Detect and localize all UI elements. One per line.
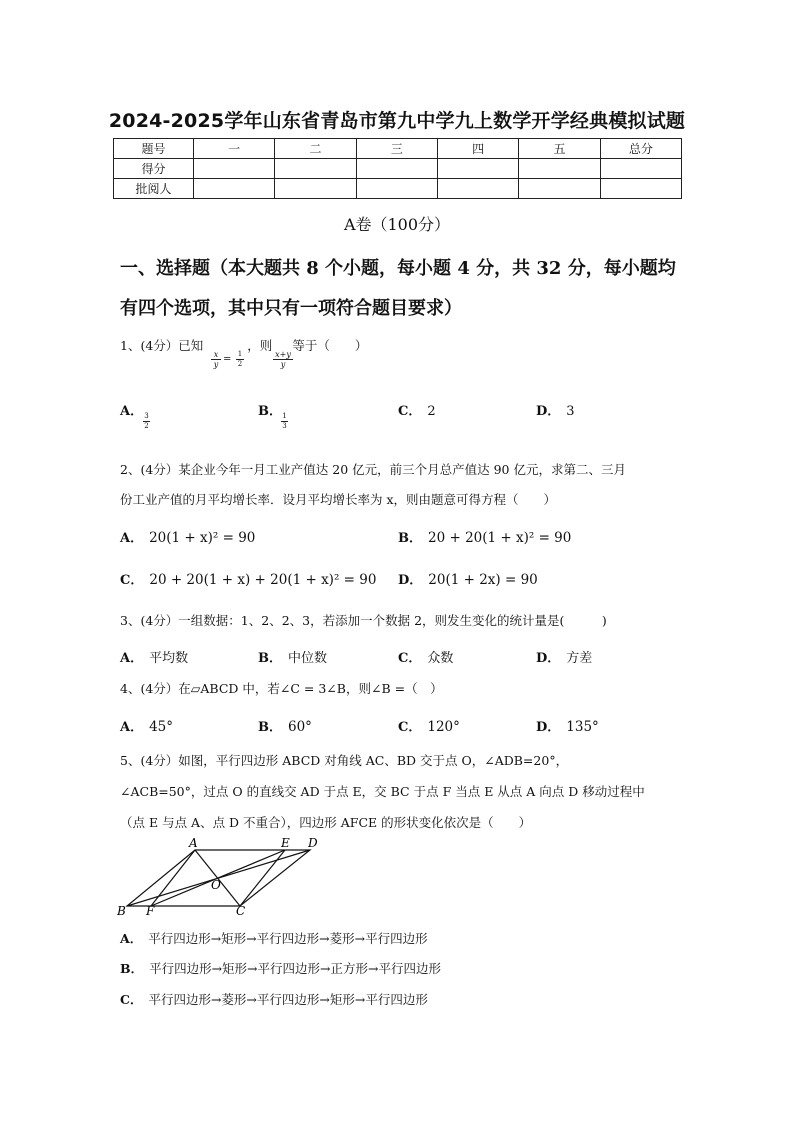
table-cell: 题号 xyxy=(114,139,194,159)
label-c: C xyxy=(236,904,246,918)
option-text: 3 xyxy=(566,404,575,419)
option-label: C． xyxy=(120,992,143,1007)
q1-option-c[interactable] xyxy=(398,400,436,419)
q2-option-a[interactable] xyxy=(120,527,255,546)
option-label: B． xyxy=(258,404,282,419)
score-table-header-row xyxy=(114,139,682,159)
q1-middle: ，则 xyxy=(247,338,273,353)
table-cell: 批阅人 xyxy=(114,179,194,199)
option-label: B． xyxy=(398,531,422,546)
score-input-cell[interactable] xyxy=(275,159,356,179)
segment-ce xyxy=(240,850,285,906)
option-label: C． xyxy=(398,720,422,735)
option-label: A． xyxy=(120,651,144,666)
q2-option-c[interactable] xyxy=(120,569,376,588)
option-label: B． xyxy=(258,651,282,666)
table-cell: 一 xyxy=(194,139,275,159)
score-input-cell[interactable] xyxy=(437,159,518,179)
option-text: 中位数 xyxy=(288,651,328,666)
question-2-line2: 份工业产值的月平均增长率．设月平均增长率为 x，则由题意可得方程（ ） xyxy=(120,492,557,507)
option-label: D． xyxy=(536,404,561,419)
score-input-cell[interactable] xyxy=(519,159,600,179)
fraction-numerator: 1 xyxy=(282,412,287,420)
score-input-cell[interactable] xyxy=(356,159,437,179)
q5-option-b[interactable] xyxy=(120,959,441,977)
table-cell: 总分 xyxy=(600,139,681,159)
option-label: C． xyxy=(120,573,144,588)
option-text: 平行四边形→矩形→平行四边形→菱形→平行四边形 xyxy=(148,931,428,946)
option-label: B． xyxy=(258,720,282,735)
part1-heading-line1: 一、选择题（本大题共 8 个小题，每小题 4 分，共 32 分，每小题均 xyxy=(120,258,676,279)
q1-option-b-fraction xyxy=(281,412,288,431)
score-table-row xyxy=(114,159,682,179)
score-input-cell[interactable] xyxy=(600,159,681,179)
table-cell: 二 xyxy=(275,139,356,159)
q1-prefix: 1、(4分）已知 xyxy=(120,338,204,353)
q1-option-d[interactable] xyxy=(536,400,575,419)
q1-option-a-fraction xyxy=(143,412,150,431)
fraction-denominator: y xyxy=(211,359,221,369)
label-d: D xyxy=(308,836,318,850)
q3-option-c[interactable] xyxy=(398,647,453,666)
grader-input-cell[interactable] xyxy=(356,179,437,199)
question-3: 3、(4分）一组数据：1、2、2、3，若添加一个数据 2，则发生变化的统计量是( ) xyxy=(120,613,607,628)
question-5-line2: ∠ACB=50°，过点 O 的直线交 AD 于点 E，交 BC 于点 F 当点 E 从点 A 向点 D 移动过程中 xyxy=(120,784,645,799)
q4-option-c[interactable] xyxy=(398,716,460,735)
fraction-numerator: x+y xyxy=(275,350,291,359)
q4-option-a[interactable] xyxy=(120,716,173,735)
parallelogram-figure xyxy=(115,836,325,920)
question-5-line1: 5、(4分）如图，平行四边形 ABCD 对角线 AC、BD 交于点 O，∠ADB=20°， xyxy=(120,753,569,768)
option-text: 20 + 20(1 + x) + 20(1 + x)² = 90 xyxy=(149,572,377,588)
q4-option-d[interactable] xyxy=(536,716,599,735)
fraction-denominator: y xyxy=(273,359,293,369)
option-text: 135° xyxy=(566,719,599,735)
option-text: 60° xyxy=(288,719,312,735)
score-table-row xyxy=(114,179,682,199)
option-text: 平均数 xyxy=(149,651,189,666)
part1-heading-line2: 有四个选项，其中只有一项符合题目要求） xyxy=(120,298,462,319)
question-4: 4、(4分）在▱ABCD 中，若∠C = 3∠B，则∠B =（ ） xyxy=(120,681,443,696)
q1-equals-sign: = xyxy=(223,354,232,365)
option-label: D． xyxy=(398,573,423,588)
grader-input-cell[interactable] xyxy=(519,179,600,199)
option-text: 2 xyxy=(427,404,436,419)
q4-option-b[interactable] xyxy=(258,716,312,735)
option-text: 平行四边形→菱形→平行四边形→矩形→平行四边形 xyxy=(148,992,428,1007)
option-text: 20 + 20(1 + x)² = 90 xyxy=(428,530,572,546)
score-table xyxy=(113,138,682,199)
label-e: E xyxy=(281,836,290,850)
grader-input-cell[interactable] xyxy=(194,179,275,199)
q2-option-d[interactable] xyxy=(398,569,538,588)
q1-given-fraction-right xyxy=(236,350,244,369)
option-text: 20(1 + 2x) = 90 xyxy=(428,572,538,588)
table-cell: 四 xyxy=(437,139,518,159)
q1-target-fraction xyxy=(273,350,293,369)
question-5-line3: （点 E 与点 A、点 D 不重合），四边形 AFCE 的形状变化依次是（ ） xyxy=(120,815,532,830)
option-label: A． xyxy=(120,931,143,946)
label-a: A xyxy=(189,836,198,850)
score-input-cell[interactable] xyxy=(194,159,275,179)
option-label: C． xyxy=(398,651,422,666)
q2-option-b[interactable] xyxy=(398,527,571,546)
segment-af xyxy=(151,850,195,906)
q3-option-b[interactable] xyxy=(258,647,327,666)
section-a-heading: A卷（100分） xyxy=(343,215,451,234)
option-text: 方差 xyxy=(566,651,593,666)
grader-input-cell[interactable] xyxy=(437,179,518,199)
fraction-numerator: 3 xyxy=(144,412,149,420)
option-text: 20(1 + x)² = 90 xyxy=(149,530,256,546)
option-label: B． xyxy=(120,961,144,976)
option-label: D． xyxy=(536,651,561,666)
grader-input-cell[interactable] xyxy=(275,179,356,199)
option-label: C． xyxy=(398,404,422,419)
option-label: A． xyxy=(120,720,144,735)
q3-option-a[interactable] xyxy=(120,647,188,666)
label-o: O xyxy=(211,878,221,892)
fraction-denominator: 2 xyxy=(237,360,243,368)
option-text: 45° xyxy=(149,719,174,735)
q5-option-a[interactable] xyxy=(120,929,428,947)
option-text: 120° xyxy=(427,719,460,735)
q1-suffix: 等于（ ） xyxy=(292,338,368,353)
fraction-numerator: x xyxy=(213,350,219,359)
table-cell: 得分 xyxy=(114,159,194,179)
option-label: D． xyxy=(536,720,561,735)
label-f: F xyxy=(146,904,155,918)
label-b: B xyxy=(117,904,126,918)
fraction-denominator: 3 xyxy=(282,422,287,430)
table-cell: 三 xyxy=(356,139,437,159)
option-text: 平行四边形→矩形→平行四边形→正方形→平行四边形 xyxy=(149,961,441,976)
option-label: A． xyxy=(120,531,144,546)
fraction-denominator: 2 xyxy=(144,422,149,430)
table-cell: 五 xyxy=(519,139,600,159)
q5-option-c[interactable] xyxy=(120,990,428,1008)
q3-option-d[interactable] xyxy=(536,647,592,666)
grader-input-cell[interactable] xyxy=(600,179,681,199)
option-text: 众数 xyxy=(427,651,454,666)
q1-given-fraction-left xyxy=(211,350,221,369)
question-2-line1: 2、(4分）某企业今年一月工业产值达 20 亿元，前三个月总产值达 90 亿元，求第二、三月 xyxy=(120,462,626,477)
exam-title: 2024-2025学年山东省青岛市第九中学九上数学开学经典模拟试题 xyxy=(108,110,686,132)
fraction-numerator: 1 xyxy=(237,350,243,358)
option-label: A． xyxy=(120,404,144,419)
